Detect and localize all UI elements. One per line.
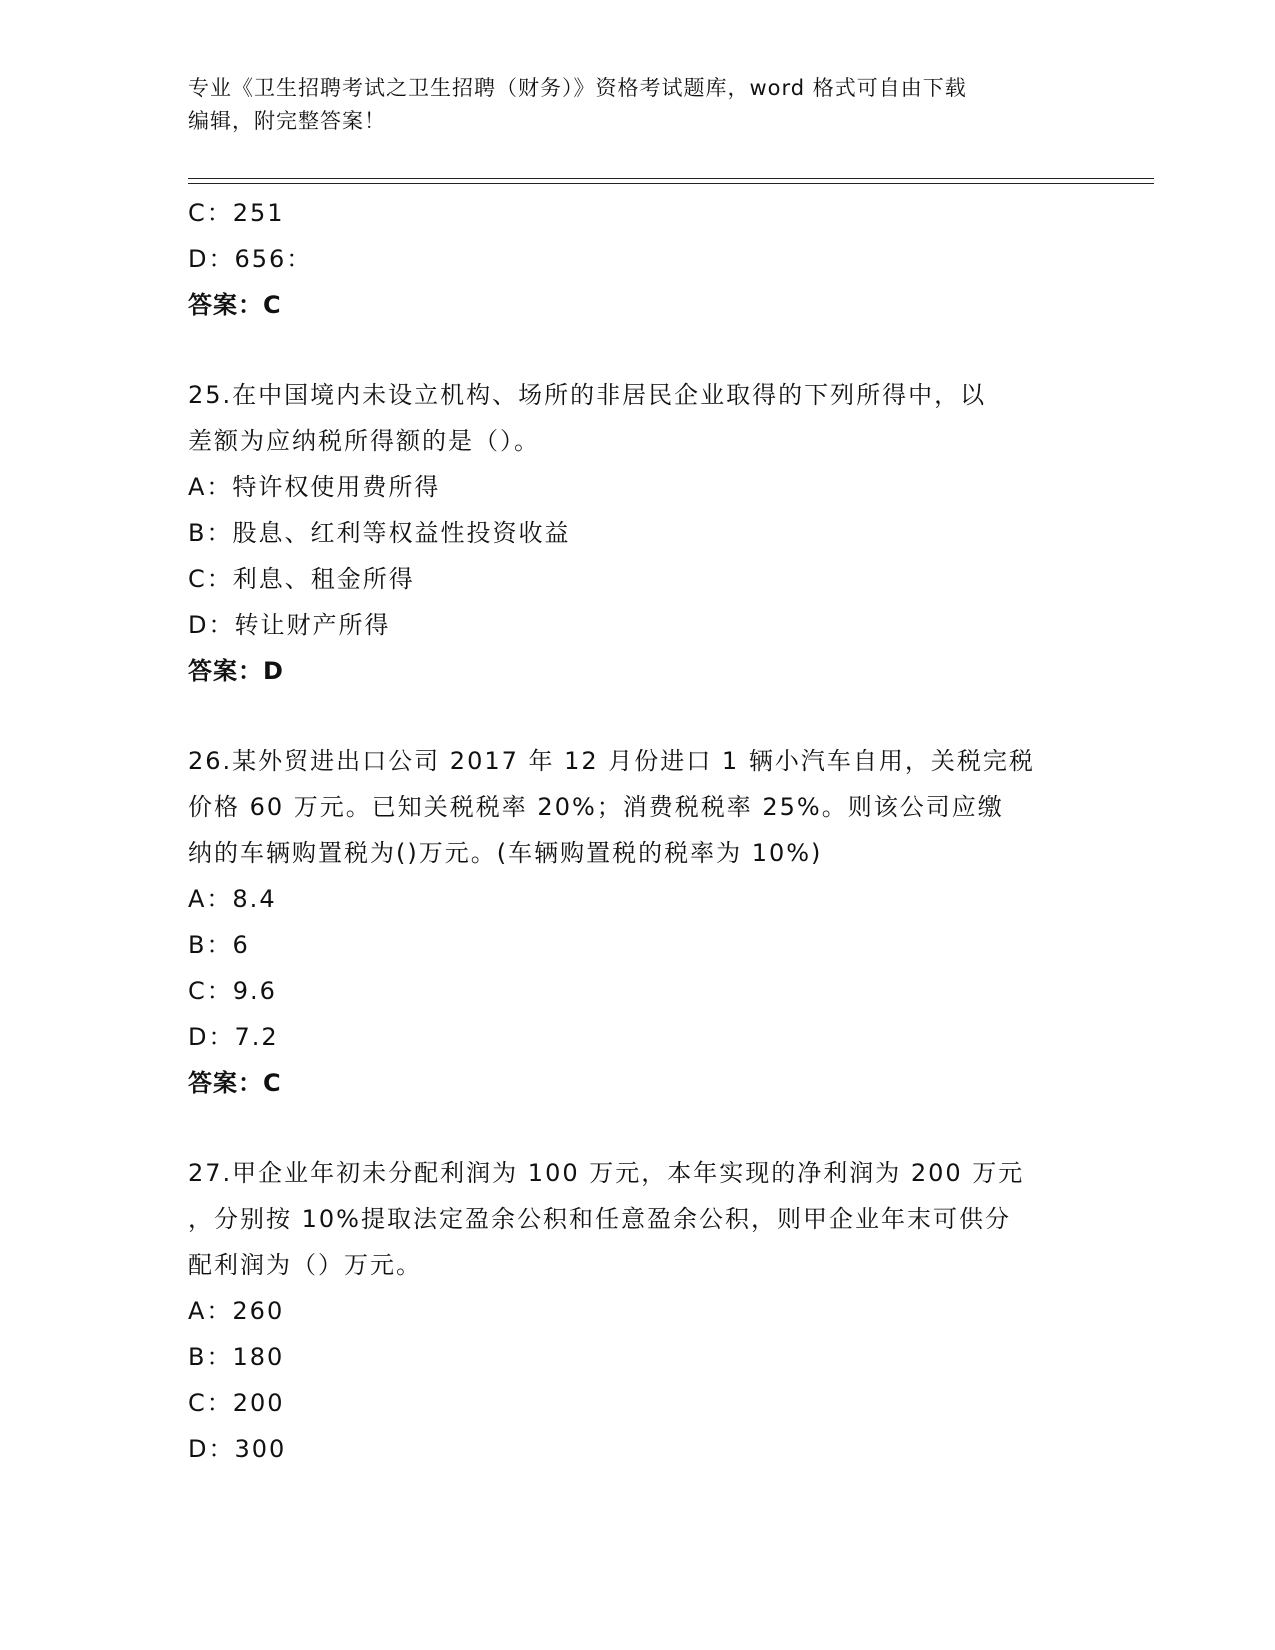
header-divider <box>188 183 1154 184</box>
header-line: 专业《卫生招聘考试之卫生招聘（财务）》资格考试题库，word 格式可自由下载 <box>188 76 967 100</box>
option-a: A：8.4 <box>188 885 277 913</box>
question-text: 27.甲企业年初未分配利润为 100 万元，本年实现的净利润为 200 万元 <box>188 1159 1025 1187</box>
option-b: B：股息、红利等权益性投资收益 <box>188 519 571 547</box>
question-block <box>188 1150 1088 1472</box>
spacer <box>188 694 1088 738</box>
option-d: D：7.2 <box>188 1023 279 1051</box>
question-text: 26.某外贸进出口公司 2017 年 12 月份进口 1 辆小汽车自用，关税完税 <box>188 747 1035 775</box>
spacer <box>188 1106 1088 1150</box>
option-b: B：180 <box>188 1343 285 1371</box>
option-d: D：300 <box>188 1435 287 1463</box>
question-block <box>188 190 1088 328</box>
option-c: C：9.6 <box>188 977 277 1005</box>
header-line: 编辑，附完整答案！ <box>188 109 386 133</box>
question-text: 纳的车辆购置税为()万元。(车辆购置税的税率为 10%) <box>188 839 823 867</box>
question-text: 25.在中国境内未设立机构、场所的非居民企业取得的下列所得中，以 <box>188 381 987 409</box>
option-d: D：转让财产所得 <box>188 611 391 639</box>
option-a: A：特许权使用费所得 <box>188 473 441 501</box>
option-b: B：6 <box>188 931 250 959</box>
option-d: D：656： <box>188 245 313 273</box>
option-c: C：200 <box>188 1389 285 1417</box>
spacer <box>188 328 1088 372</box>
answer-label: 答案：C <box>188 1069 282 1097</box>
page-header <box>188 72 1088 138</box>
answer-label: 答案：C <box>188 291 282 319</box>
question-list <box>188 190 1088 1472</box>
option-a: A：260 <box>188 1297 285 1325</box>
header-divider <box>188 178 1154 179</box>
question-text: ，分别按 10%提取法定盈余公积和任意盈余公积，则甲企业年末可供分 <box>188 1205 1011 1233</box>
question-block <box>188 372 1088 694</box>
option-c: C：251 <box>188 199 285 227</box>
option-c: C：利息、租金所得 <box>188 565 415 593</box>
question-text: 价格 60 万元。已知关税税率 20%；消费税税率 25%。则该公司应缴 <box>188 793 1004 821</box>
answer-label: 答案：D <box>188 657 284 685</box>
question-text: 差额为应纳税所得额的是（）。 <box>188 427 540 455</box>
question-block <box>188 738 1088 1106</box>
question-text: 配利润为（）万元。 <box>188 1251 422 1279</box>
